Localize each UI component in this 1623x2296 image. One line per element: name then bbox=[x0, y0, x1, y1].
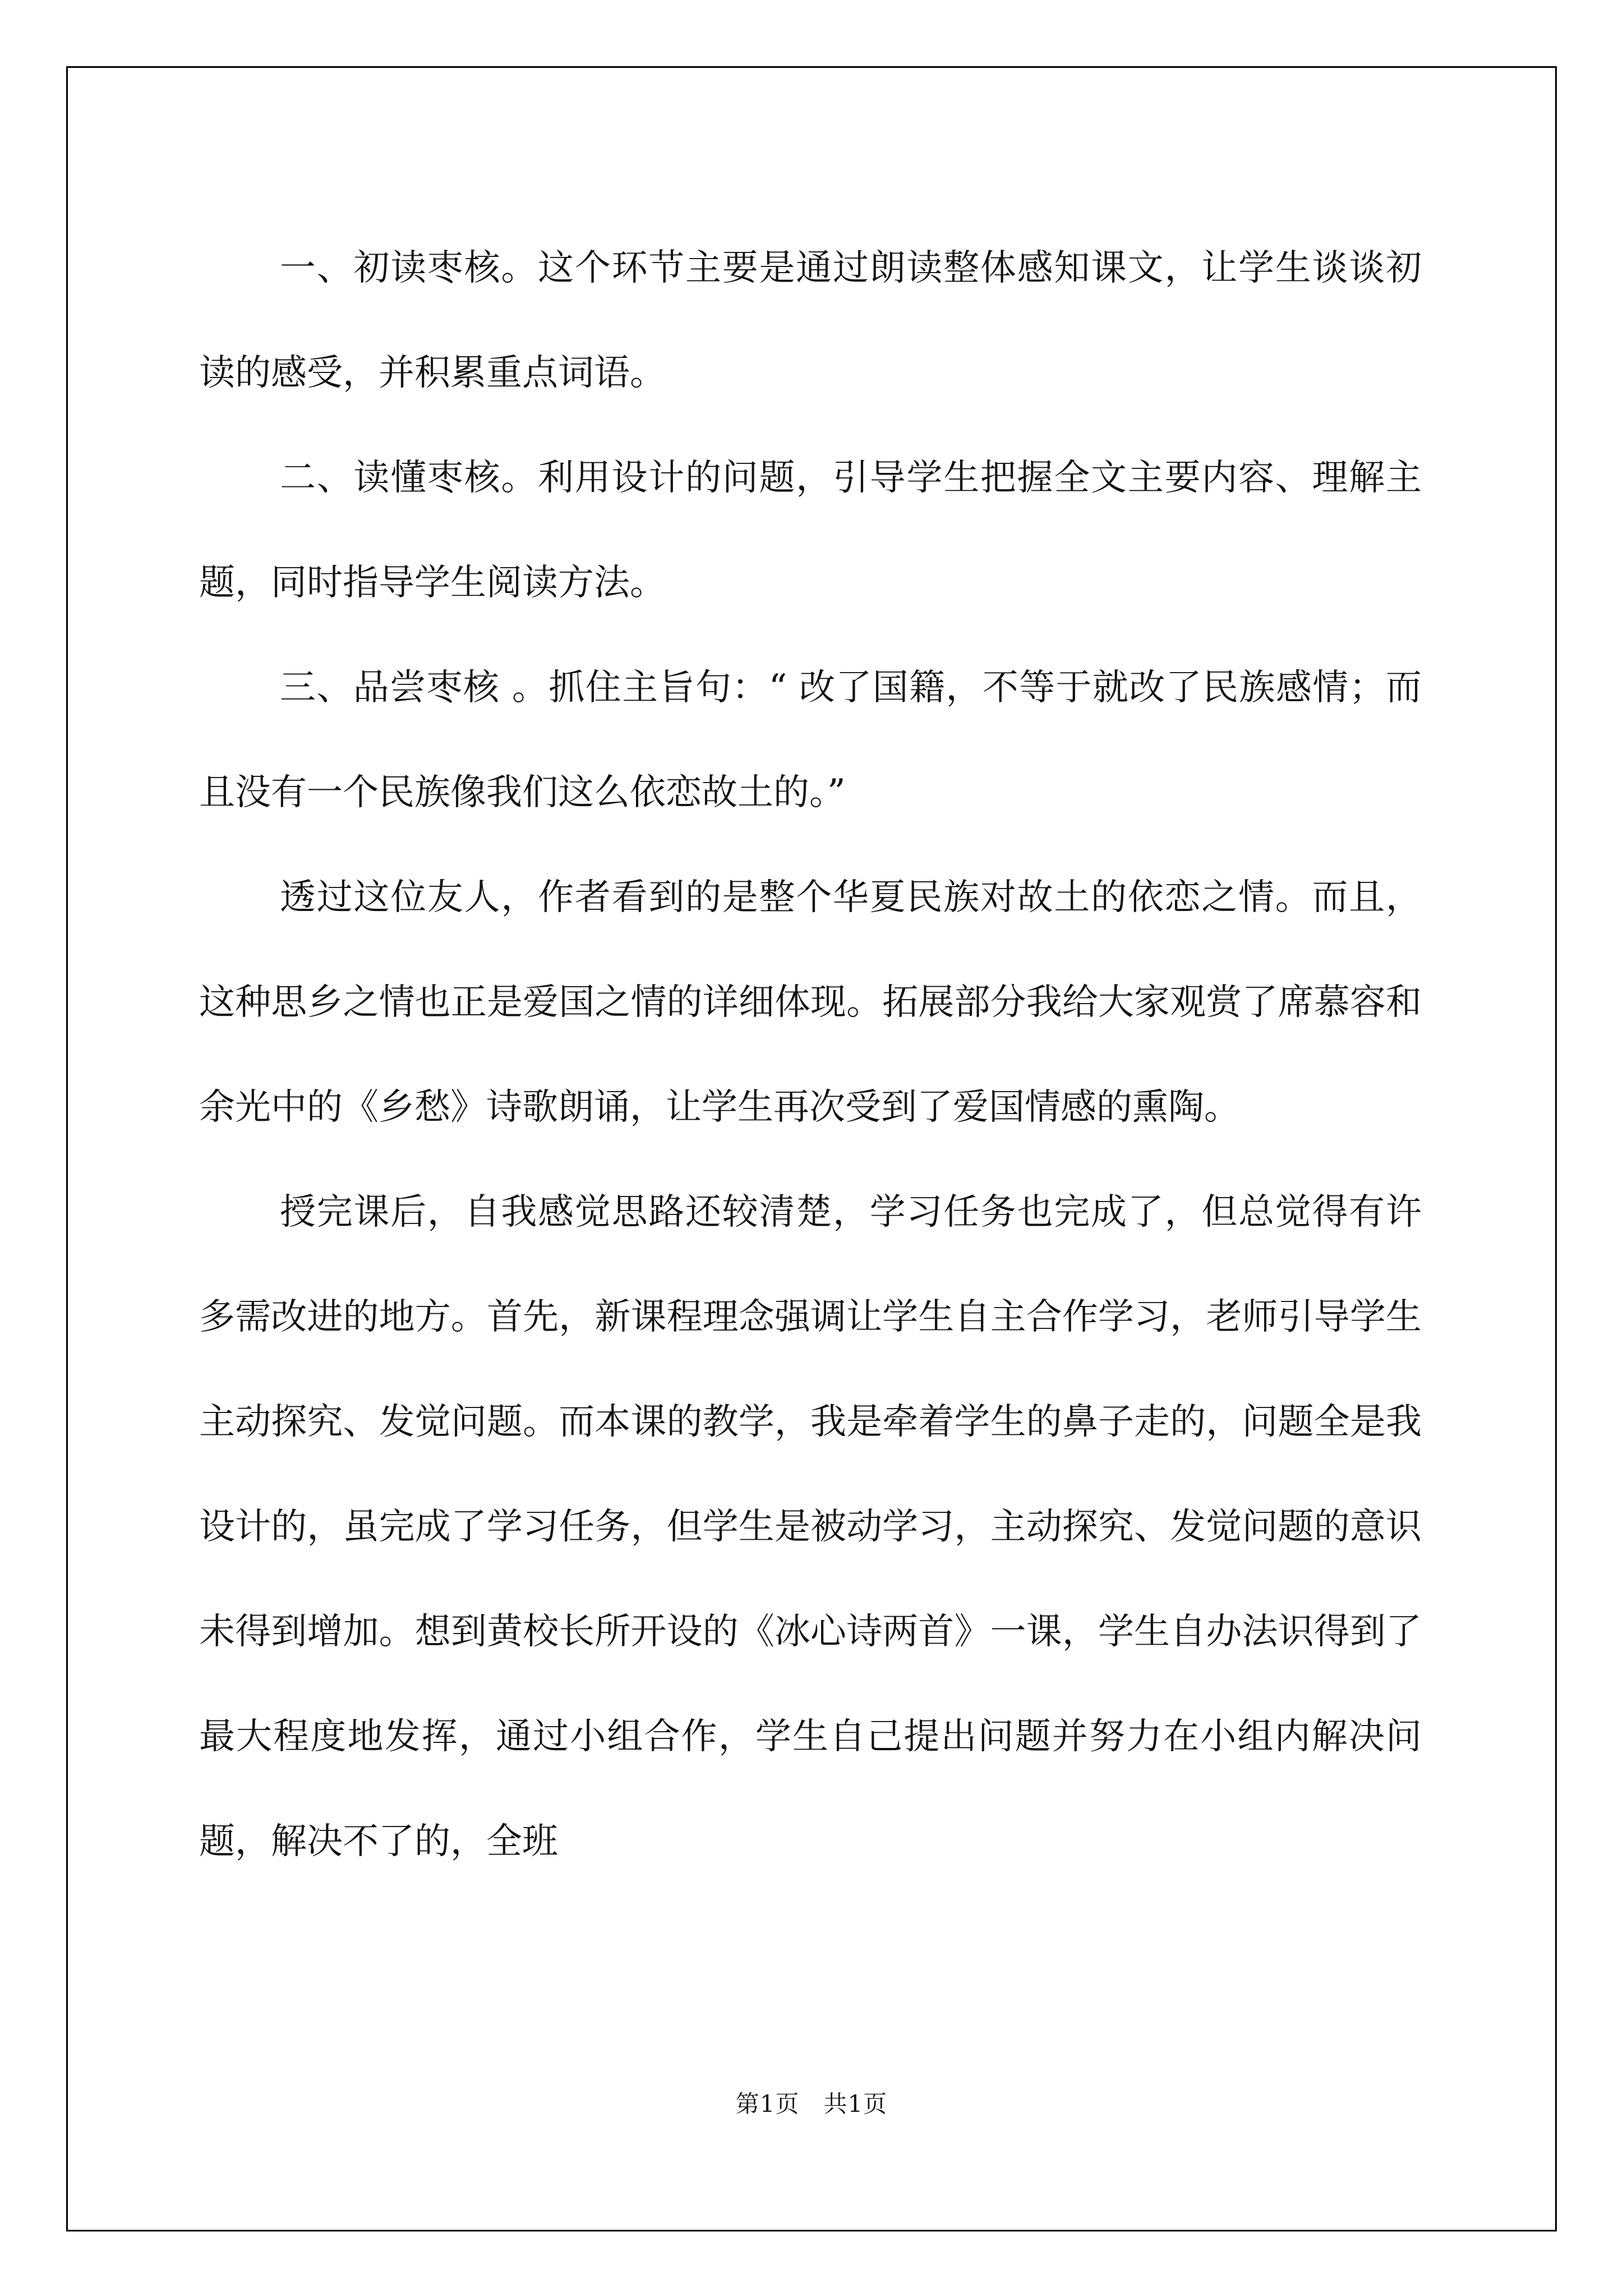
page-number-footer: 第1页 共1页 bbox=[735, 2090, 888, 2118]
paragraph-5: 授完课后，自我感觉思路还较清楚，学习任务也完成了，但总觉得有许多需改进的地方。首先，新课程理念强调让学生自主合作学习，老师引导学生主动探究、发觉问题。而本课的教学，我是牵着学生的鼻子走的，问题全是我设计的，虽完成了学习任务，但学生是被动学习，主动探究、发觉问题的意识未得到增加。想到黄校长所开设的《冰心诗两首》一课，学生自办法识得到了最大程度地发挥，通过小组合作，学生自己提出问题并努力在小组内解决问题，解决不了的，全班 bbox=[199, 1191, 1422, 1862]
paragraph-2: 二、读懂枣核。利用设计的问题，引导学生把握全文主要内容、理解主题，同时指导学生阅读方法。 bbox=[199, 457, 1422, 604]
document-body bbox=[199, 216, 1422, 1894]
paragraph-4: 透过这位友人，作者看到的是整个华夏民族对故土的依恋之情。而且，这种思乡之情也正是爱国之情的详细体现。拓展部分我给大家观赏了席慕容和余光中的《乡愁》诗歌朗诵，让学生再次受到了爱国情感的熏陶。 bbox=[199, 877, 1422, 1128]
paragraph-1: 一、初读枣核。这个环节主要是通过朗读整体感知课文，让学生谈谈初读的感受，并积累重点词语。 bbox=[199, 247, 1422, 394]
paragraph-3: 三、品尝枣核 。抓住主旨句：“ 改了国籍，不等于就改了民族感情；而且没有一个民族像我们这么依恋故土的。” bbox=[199, 667, 1422, 813]
